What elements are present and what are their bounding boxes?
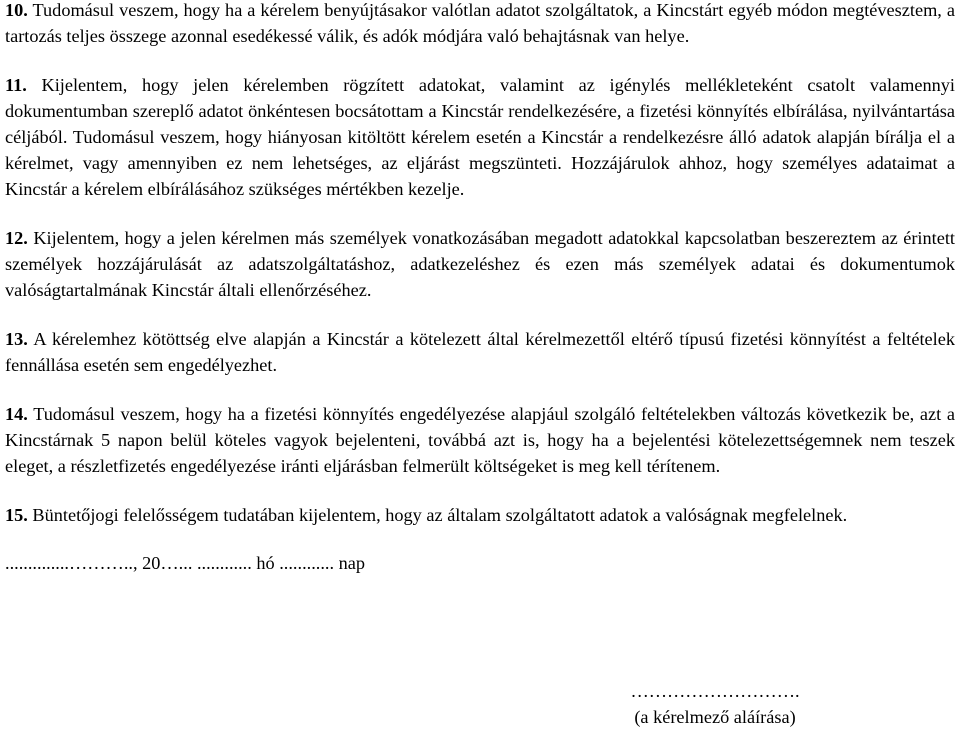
paragraph-11 [5,72,955,202]
paragraph-text: Tudomásul veszem, hogy ha a kérelem benyújtásakor valótlan adatot szolgáltatok, a Kincstárt egyéb módon megtévesztem, a tartozás teljes összege azonnal esedékessé válik, és adók módjára való behajtásnak van helye. [5,0,955,46]
signature-block [580,678,850,730]
paragraph-text: Büntetőjogi felelősségem tudatában kijelentem, hogy az általam szolgáltatott adatok a valóságnak megfelelnek. [27,505,848,525]
paragraph-text: Kijelentem, hogy jelen kérelemben rögzített adatokat, valamint az igénylés mellékleteként csatolt valamennyi dokumentumban szereplő adatot önkéntesen bocsátottam a Kincstár rendelkezésére, a fizetési könnyítés elbírálása, nyilvántartása céljából. Tudomásul veszem, hogy hiányosan kitöltött kérelem esetén a Kincstár a rendelkezésre álló adatok alapján bírálja el a kérelmet, vagy amennyiben ez nem lehetséges, az eljárást megszünteti. Hozzájárulok ahhoz, hogy személyes adataimat a Kincstár a kérelem elbírálásához szükséges mértékben kezelje. [5,75,955,199]
paragraph-number: 15. [5,505,28,525]
paragraph-text: Tudomásul veszem, hogy ha a fizetési könnyítés engedélyezése alapjául szolgáló feltételekben változás következik be, azt a Kincstárnak 5 napon belül köteles vagyok bejelenteni, továbbá azt is, hogy ha a bejelentési kötelezettségemnek nem teszek eleget, a részletfizetés engedélyezése iránti eljárásban felmerült költségeket is meg kell térítenem. [5,404,955,476]
paragraph-text: Kijelentem, hogy a jelen kérelmen más személyek vonatkozásában megadott adatokkal kapcsolatban beszereztem az érintett személyek hozzájárulását az adatszolgáltatáshoz, adatkezeléshez és ezen más személyek adatai és dokumentumok valóságtartalmának Kincstár általi ellenőrzéséhez. [5,228,955,300]
paragraph-number: 10. [5,0,28,20]
paragraph-15 [5,502,955,528]
paragraph-number: 12. [5,228,28,248]
signature-dots: ………………………. [630,681,800,701]
signature-caption: (a kérelmező aláírása) [634,707,796,727]
declaration-document [5,0,955,576]
paragraph-13 [5,326,955,378]
paragraph-number: 13. [5,329,28,349]
paragraph-number: 14. [5,404,28,424]
paragraph-number: 11. [5,75,27,95]
paragraph-14 [5,401,955,479]
date-line: ..............……….., 20…... ............ hó ............ nap [5,553,366,573]
paragraph-text: A kérelemhez kötöttség elve alapján a Kincstár a kötelezett által kérelmezettől eltérő típusú fizetési könnyítést a feltételek fennállása esetén sem engedélyezhet. [5,329,955,375]
paragraph-12 [5,225,955,303]
paragraph-10 [5,0,955,49]
